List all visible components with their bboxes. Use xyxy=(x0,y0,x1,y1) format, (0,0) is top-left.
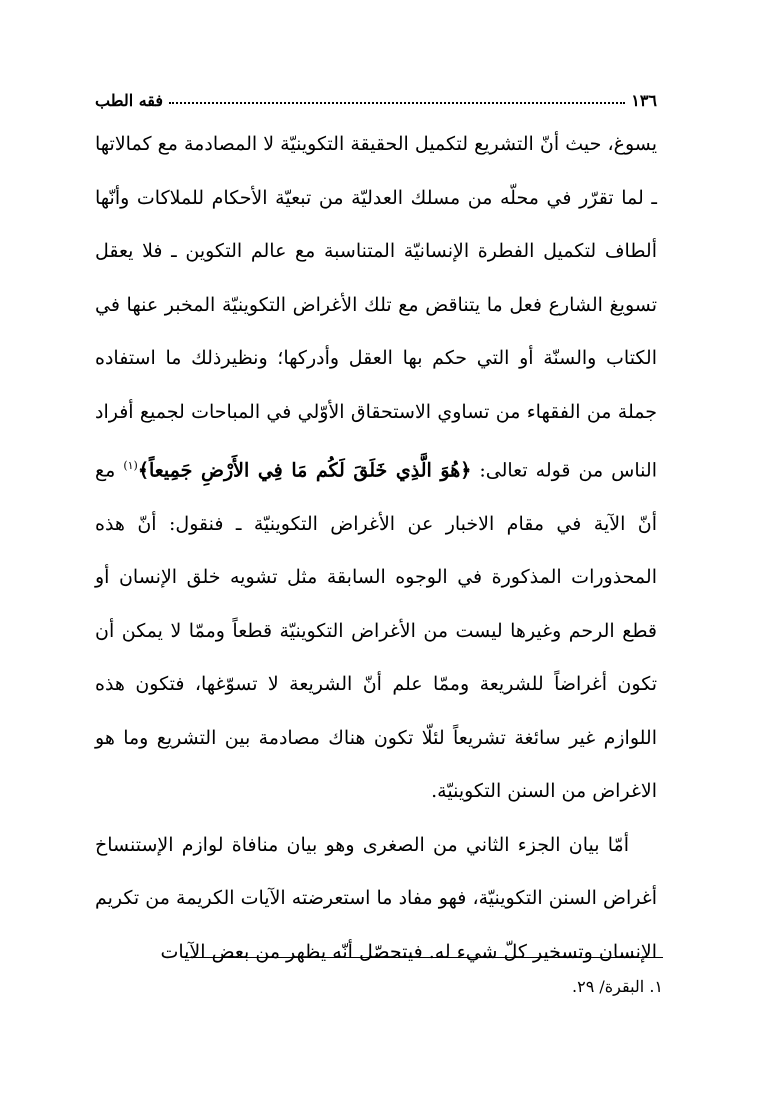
running-header xyxy=(95,80,657,110)
paragraph-1 xyxy=(95,118,657,819)
paragraph-1-text-b: مع أنّ الآية في مقام الاخبار عن الأغراض التكوينيّة ـ فنقول: أنّ هذه المحذورات المذكورة في الوجوه السابقة مثل تشويه خلق الإنسان أو قطع الرحم وغيرها ليست من الأغراض التكوينيّة قطعاً وممّا لا يمكن أن تكون أغراضاً للشريعة وممّا علم أنّ الشريعة لا تسوّغها، فتكون هذه اللوازم غير سائغة تشريعاً لئلّا تكون هناك مصادمة بين التشريع وما هو الاغراض من السنن التكوينيّة. xyxy=(95,459,657,803)
header-dot-leader xyxy=(169,102,625,104)
quran-quote: ﴿هُوَ الَّذِي خَلَقَ لَكُم مَا فِي الأَرْضِ جَمِيعاً﴾ xyxy=(137,459,472,482)
paragraph-2: أمّا بيان الجزء الثاني من الصغرى وهو بيان منافاة لوازم الإستنساخ أغراض السنن التكوينيّة، فهو مفاد ما استعرضته الآيات الكريمة من تكريم الإنسان وتسخير كلّ شيء له. فيتحصّل أنّه يظهر من بعض الآيات xyxy=(95,833,657,963)
page-number: ١٣٦ xyxy=(631,91,657,110)
footnote-marker: (١) xyxy=(123,459,138,472)
footnote-separator xyxy=(185,957,663,958)
running-title: فقه الطب xyxy=(95,91,164,110)
footnote: ١. البقرة/ ٢٩. xyxy=(572,977,663,996)
main-text xyxy=(95,118,657,979)
paragraph-1-text-a: يسوغ، حيث أنّ التشريع لتكميل الحقيقة التكوينيّة لا المصادمة مع كمالاتها ـ لما تقرّر في محلّه من مسلك العدليّة من تبعيّة الأحكام للملاكات وأنّها ألطاف لتكميل الفطرة الإنسانيّة المتناسبة مع عالم التكوين ـ فلا يعقل تسويغ الشارع فعل ما يتناقض مع تلك الأغراض التكوينيّة المخبر عنها في الكتاب والسنّة أو التي حكم بها العقل وأدركها؛ ونظيرذلك ما استفاده جملة من الفقهاء من تساوي الاستحقاق الأوّلي في المباحات لجميع أفراد الناس من قوله تعالى: xyxy=(95,133,657,482)
